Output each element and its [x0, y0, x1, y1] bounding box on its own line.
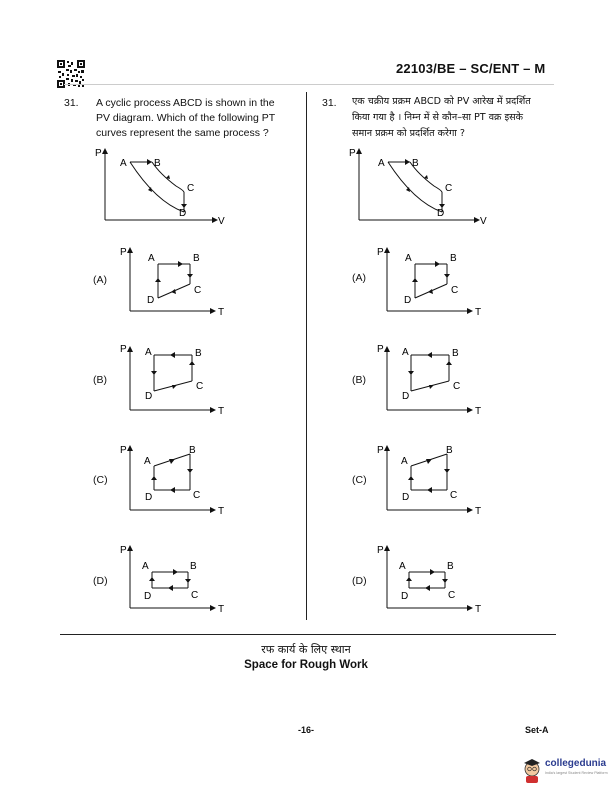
svg-text:C: C — [445, 183, 453, 194]
svg-text:P: P — [349, 148, 356, 159]
svg-text:D: D — [144, 591, 152, 602]
svg-text:T: T — [475, 506, 482, 517]
option-b-graph — [118, 343, 228, 419]
svg-text:C: C — [448, 590, 456, 601]
svg-text:C: C — [191, 590, 199, 601]
svg-text:A: A — [405, 253, 412, 264]
question-line: A cyclic process ABCD is shown in the — [96, 97, 275, 109]
point-b: B — [154, 158, 161, 169]
svg-text:A: A — [145, 347, 152, 358]
svg-text:C: C — [196, 381, 204, 392]
brand-name: collegedunia — [545, 758, 607, 769]
option-c-label[interactable]: (C) — [93, 474, 108, 486]
svg-text:P: P — [120, 445, 127, 456]
point-a: A — [120, 158, 127, 169]
option-a-graph-hi — [375, 244, 485, 320]
svg-text:P: P — [120, 344, 127, 355]
svg-text:B: B — [189, 445, 196, 456]
svg-text:D: D — [145, 391, 153, 402]
svg-text:B: B — [446, 445, 453, 456]
footer-divider — [60, 634, 556, 635]
option-a-label-hi[interactable]: (A) — [352, 272, 366, 284]
svg-text:A: A — [402, 347, 409, 358]
svg-text:T: T — [218, 604, 225, 615]
svg-text:B: B — [412, 158, 419, 169]
pv-diagram — [90, 144, 230, 229]
option-c-graph-hi — [375, 442, 485, 518]
question-line: किया गया है । निम्न में से कौन–सा PT वक्र इसके — [352, 112, 524, 123]
svg-text:C: C — [194, 285, 202, 296]
axis-label-v: V — [218, 216, 225, 227]
svg-text:T: T — [218, 307, 225, 318]
svg-text:T: T — [475, 406, 482, 417]
option-b-label-hi[interactable]: (B) — [352, 374, 366, 386]
svg-text:B: B — [190, 561, 197, 572]
svg-text:C: C — [453, 381, 461, 392]
svg-text:T: T — [218, 506, 225, 517]
svg-text:P: P — [377, 445, 384, 456]
question-text-hi — [352, 94, 531, 142]
question-line: समान प्रक्रम को प्रदर्शित करेगा ? — [352, 128, 465, 139]
question-line: PV diagram. Which of the following PT — [96, 112, 276, 124]
rough-work-hindi: रफ कार्य के लिए स्थान — [261, 643, 351, 656]
svg-text:A: A — [378, 158, 385, 169]
pv-diagram-hi — [344, 144, 494, 229]
svg-text:P: P — [377, 545, 384, 556]
svg-text:P: P — [120, 545, 127, 556]
svg-text:A: A — [142, 561, 149, 572]
svg-text:C: C — [450, 490, 458, 501]
brand-tagline: India's largest Student Review Platform — [545, 771, 608, 775]
header-divider — [64, 84, 554, 85]
option-c-graph — [118, 442, 228, 518]
question-text-en — [96, 96, 275, 141]
svg-text:A: A — [148, 253, 155, 264]
option-b-graph-hi — [375, 343, 485, 419]
svg-text:B: B — [195, 348, 202, 359]
option-d-label-hi[interactable]: (D) — [352, 575, 367, 587]
svg-text:B: B — [193, 253, 200, 264]
option-a-label[interactable]: (A) — [93, 274, 107, 286]
svg-text:D: D — [402, 391, 410, 402]
axis-label-p: P — [95, 148, 102, 159]
svg-text:D: D — [404, 295, 412, 306]
question-line: curves represent the same process ? — [96, 127, 269, 139]
svg-text:T: T — [475, 307, 482, 318]
question-number-hi: 31. — [322, 97, 337, 109]
option-a-graph — [118, 244, 228, 320]
svg-text:A: A — [144, 456, 151, 467]
svg-text:C: C — [451, 285, 459, 296]
svg-text:B: B — [452, 348, 459, 359]
svg-text:T: T — [218, 406, 225, 417]
option-b-label[interactable]: (B) — [93, 374, 107, 386]
svg-text:T: T — [475, 604, 482, 615]
option-c-label-hi[interactable]: (C) — [352, 474, 367, 486]
svg-text:D: D — [437, 208, 445, 219]
svg-text:D: D — [147, 295, 155, 306]
set-label: Set-A — [525, 725, 549, 735]
svg-text:A: A — [399, 561, 406, 572]
svg-text:A: A — [401, 456, 408, 467]
svg-text:B: B — [447, 561, 454, 572]
paper-code: 22103/BE – SC/ENT – M — [396, 61, 546, 76]
svg-text:D: D — [401, 591, 409, 602]
point-d: D — [179, 208, 187, 219]
page-number: -16- — [297, 725, 314, 735]
svg-text:C: C — [193, 490, 201, 501]
svg-text:P: P — [120, 247, 127, 258]
svg-text:D: D — [145, 492, 153, 503]
question-line: एक चक्रीय प्रक्रम ABCD को PV आरेख में प्रदर्शित — [352, 96, 531, 107]
student-logo-icon — [521, 756, 543, 784]
point-c: C — [187, 183, 195, 194]
svg-text:P: P — [377, 344, 384, 355]
rough-work-english: Space for Rough Work — [244, 659, 368, 671]
question-number: 31. — [64, 97, 79, 109]
option-d-graph-hi — [375, 542, 485, 618]
option-d-label[interactable]: (D) — [93, 575, 108, 587]
svg-text:P: P — [377, 247, 384, 258]
column-divider — [306, 92, 307, 620]
svg-text:V: V — [480, 216, 487, 227]
option-d-graph — [118, 542, 228, 618]
svg-text:D: D — [402, 492, 410, 503]
svg-text:B: B — [450, 253, 457, 264]
